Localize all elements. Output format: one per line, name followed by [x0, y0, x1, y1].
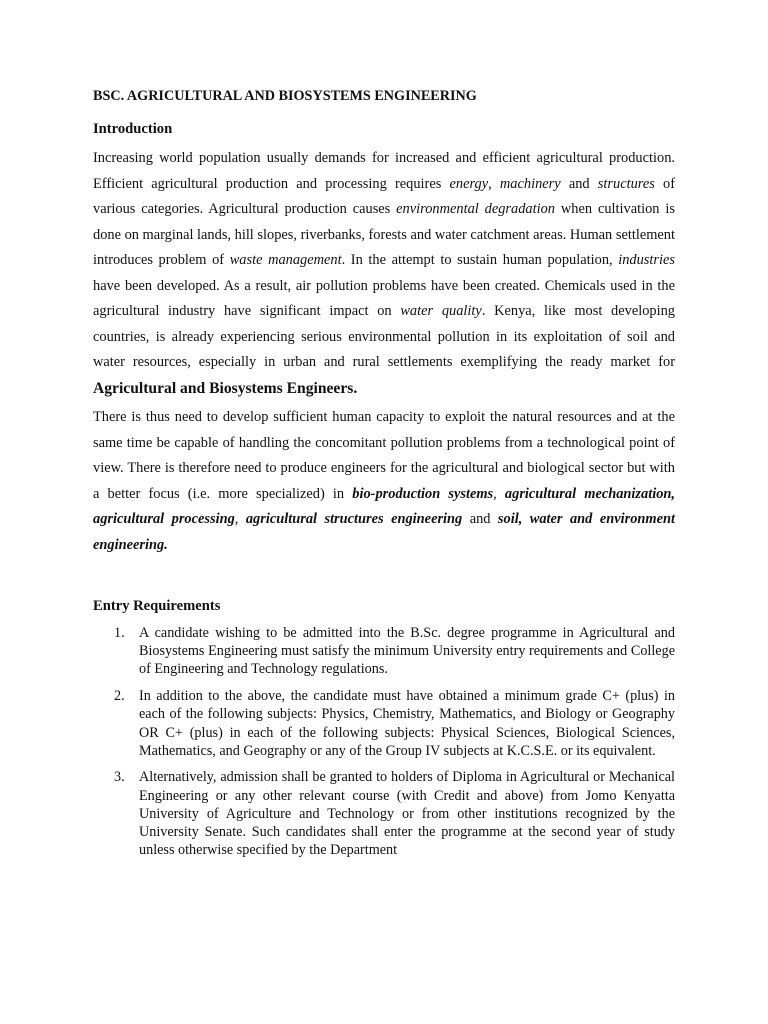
text-run: There is thus need to develop sufficient human capacity to exploit the natural resources and at the same time be capable of handling the concomitant pollution problems from a technological point of view. There is therefore need to produce engineers for the agricultural and biological sector but with a better focus (i.e. more specialized) in: [93, 409, 675, 502]
emphasis-waste-management: waste management: [229, 252, 342, 268]
introduction-paragraph-2: [93, 405, 675, 558]
text-run: Increasing world population usually demands for increased and efficient agricultural production. Efficient agricultural production and processing requires: [93, 150, 675, 192]
emphasis-environmental-degradation: environmental degradation: [396, 201, 556, 217]
text-run: when cultivation is done on marginal lands, hill slopes, riverbanks, forests and water catchment areas. Human settlement introduces problem of: [93, 201, 675, 268]
text-run: have been developed. As a result, air pollution problems have been created. Chemicals used in the agricultural industry have significant impact on: [93, 277, 675, 319]
emphasis-water-quality: water quality: [400, 303, 482, 319]
introduction-paragraph-1: [93, 146, 675, 402]
list-item-number: 2.: [114, 688, 125, 705]
list-item: [93, 687, 675, 760]
emphasis-industries: industries: [618, 252, 675, 268]
text-run: . Kenya, like most developing countries, is already experiencing serious environmental pollution in its exploitation of soil and water resources, especially in urban and rural settlements exemplifying the ready market for: [93, 303, 675, 370]
introduction-heading: Introduction: [93, 121, 173, 137]
entry-requirements-list: [93, 624, 675, 868]
list-item-number: 3.: [114, 769, 125, 786]
text-run: ,: [234, 511, 246, 527]
list-item-number: 1.: [114, 625, 125, 641]
text-run: ,: [493, 485, 505, 502]
list-item: [93, 624, 675, 679]
emphasis-structures: structures: [597, 175, 655, 192]
text-run: and: [462, 511, 498, 527]
bold-italic-bio-production-systems: bio-production systems: [352, 485, 494, 502]
list-item-text: In addition to the above, the candidate must have obtained a minimum grade C+ (plus) in each of the following subjects: Physics, Chemistry, Mathematics, and Biology or Geography OR C+ (plus) in each of the following subjects: Physical Sciences, Biological Sciences, Mathematics, and Geography or any of the Group IV subjects at K.C.S.E. or its equivalent.: [139, 688, 675, 759]
text-run: . In the attempt to sustain human population,: [341, 252, 619, 268]
list-item-text: A candidate wishing to be admitted into the B.Sc. degree programme in Agricultural and Biosystems Engineering must satisfy the minimum University entry requirements and College of Engineering and Technology regulations.: [139, 625, 675, 678]
bold-agricultural-biosystems-engineers: Agricultural and Biosystems Engineers.: [93, 379, 358, 397]
emphasis-energy: energy: [449, 175, 489, 192]
bold-italic-agricultural-structures: agricultural structures engineering: [245, 511, 463, 527]
list-item-text: Alternatively, admission shall be granted to holders of Diploma in Agricultural or Mechanical Engineering or any other relevant course (with Credit and above) from Jomo Kenyatta University of Agriculture and Technology or from other institutions recognized by the University Senate. Such candidates shall enter the programme at the second year of study unless otherwise specified by the Department: [139, 769, 675, 859]
text-run: and: [560, 175, 598, 192]
text-run: of various categories. Agricultural production causes: [93, 175, 675, 217]
bold-italic-agricultural-mechanization: agricultural mechanization, agricultural processing: [93, 485, 676, 527]
list-item: [93, 768, 675, 859]
text-run: ,: [488, 175, 500, 192]
entry-requirements-heading: Entry Requirements: [93, 598, 221, 614]
emphasis-machinery: machinery: [499, 175, 561, 192]
document-title: BSC. AGRICULTURAL AND BIOSYSTEMS ENGINEERING: [93, 88, 477, 104]
bold-italic-soil-water-environment: soil, water and environment engineering.: [93, 511, 675, 553]
